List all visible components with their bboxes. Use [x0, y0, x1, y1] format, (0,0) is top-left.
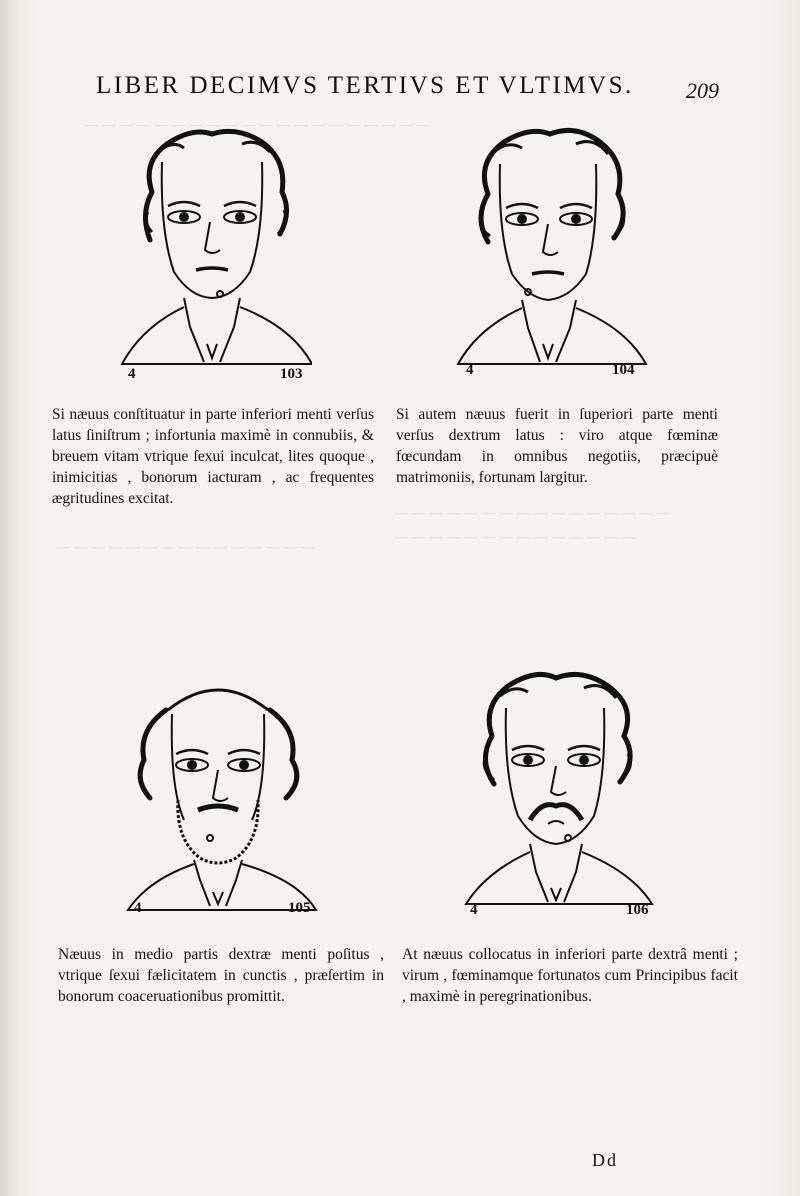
face-plate-106	[456, 666, 656, 926]
face-illustration	[456, 666, 656, 926]
bleed-through-text: — — — — — — — — — — — — — — — —	[394, 506, 671, 521]
plate-right-number: 104	[612, 362, 635, 378]
plate-left-number: 4	[466, 362, 474, 378]
face-illustration	[118, 670, 318, 930]
caption-plate-104: Si autem næuus fuerit in ſuperiori parte menti verſus dextrum latus : viro atque fœminæ fœcundam in omnibus negotiis, præcipuè matrimoniis, fortunam largitur.	[396, 406, 718, 486]
caption-plate-103: Si næuus conſtituatur in parte inferiori menti verſus latus ſiniſtrum ; infortunia maximè in connubiis, & breuem vitam vtrique ſexui inculcat, lites quoque , inimicitias , bonorum iacturam , ac frequentes ægritudines excitat.	[52, 406, 374, 507]
plate-right-number: 103	[280, 366, 303, 382]
bleed-through-text: — — — — — — — — — — — — — — — — — — — —	[84, 118, 431, 133]
caption-plate-105: Næuus in medio partis dextræ menti poſitus , vtrique ſexui fælicitatem in cunctis , præſertim in bonorum coaceruationibus promittit.	[58, 946, 384, 1005]
caption-plate-106: At næuus collocatus in inferiori parte dextrâ menti ; virum , fœminamque fortunatos cum Principibus facit , maximè in peregrinationibus.	[402, 946, 738, 1005]
plate-right-number: 106	[626, 902, 649, 918]
bleed-through-text: — — — — — — — — — — — — — —	[394, 530, 636, 545]
face-plate-103	[112, 122, 312, 382]
plate-left-number: 4	[470, 902, 478, 918]
plate-right-number: 105	[288, 900, 311, 916]
signature-mark: Dd	[592, 1150, 618, 1170]
bleed-through-text: — — — — — — — — — — — — — — —	[56, 540, 315, 555]
plate-left-number: 4	[128, 366, 136, 382]
running-header: LIBER DECIMVS TERTIVS ET VLTIMVS.	[96, 72, 634, 99]
page-number: 209	[686, 78, 719, 103]
face-illustration	[448, 122, 648, 382]
plate-left-number: 4	[134, 900, 142, 916]
face-plate-105	[118, 670, 318, 930]
face-illustration	[112, 122, 312, 382]
face-plate-104	[448, 122, 648, 382]
